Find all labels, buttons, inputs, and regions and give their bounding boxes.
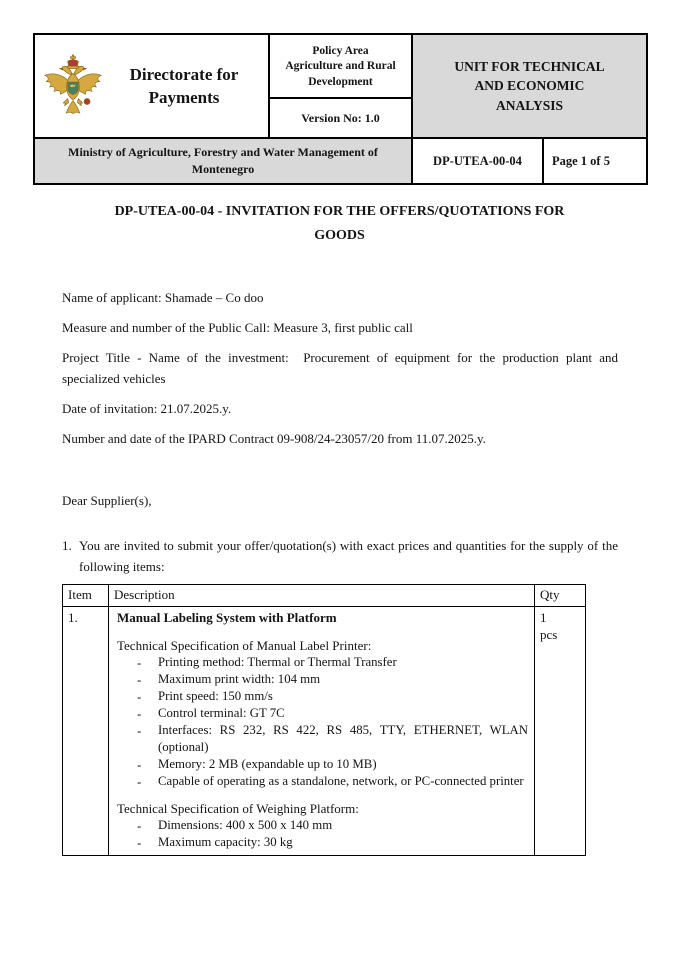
org-name-line2: Payments	[148, 88, 220, 107]
spacer	[117, 790, 530, 800]
policy-area-line2: Agriculture and Rural	[285, 60, 396, 73]
unit-name-line3: ANALYSIS	[495, 97, 564, 113]
bullet-text: Control terminal: GT 7C	[158, 706, 285, 720]
version-label: Version No: 1.0	[301, 110, 380, 125]
bullet-dash: -	[137, 723, 142, 738]
applicant-field: Name of applicant: Shamade – Co doo	[62, 290, 264, 305]
column-header-qty: Qty	[535, 585, 586, 607]
spec-bullet	[117, 671, 530, 688]
bullet-text: Capable of operating as a standalone, network, or PC-connected printer	[158, 774, 524, 788]
page-number-cell: Page 1 of 5	[544, 137, 646, 183]
bullet-dash: -	[137, 672, 142, 687]
doc-code-cell: DP-UTEA-00-04	[413, 137, 544, 183]
qty-value: 1	[540, 610, 547, 625]
bullet-text: Dimensions: 400 x 500 x 140 mm	[158, 818, 333, 832]
spacer	[117, 627, 530, 637]
policy-area-line1: Policy Area	[312, 44, 369, 57]
bullet-dash: -	[137, 835, 142, 850]
spec-bullet	[117, 705, 530, 722]
item-title: Manual Labeling System with Platform	[117, 610, 337, 625]
item-number-cell: 1.	[63, 607, 109, 856]
document-title	[0, 200, 679, 248]
bullet-text: Maximum capacity: 30 kg	[158, 835, 293, 849]
column-header-description: Description	[109, 585, 535, 607]
bullet-text: Print speed: 150 mm/s	[158, 689, 273, 703]
spec-bullet	[117, 654, 530, 671]
bullet-dash: -	[137, 774, 142, 789]
unit-name-line1: UNIT FOR TECHNICAL	[454, 58, 605, 74]
spec-heading-platform: Technical Specification of Weighing Platform:	[117, 801, 359, 816]
spec-bullet	[117, 834, 530, 851]
document-title-line1: DP-UTEA-00-04 - INVITATION FOR THE OFFERS/QUOTATIONS FOR	[114, 204, 565, 219]
column-header-item: Item	[63, 585, 109, 607]
document-title-line2: GOODS	[314, 228, 365, 243]
invitation-list-item	[62, 535, 618, 577]
contract-number-field: Number and date of the IPARD Contract 09-908/24-23057/20 from 11.07.2025.y.	[62, 431, 486, 446]
bullet-text: Maximum print width: 104 mm	[158, 672, 321, 686]
items-table	[62, 584, 586, 856]
bullet-dash: -	[137, 757, 142, 772]
ministry-cell	[35, 137, 413, 183]
bullet-text: Interfaces: RS 232, RS 422, RS 485, TTY, ETHERNET, WLAN (optional)	[158, 723, 528, 754]
measure-field: Measure and number of the Public Call: Measure 3, first public call	[62, 320, 413, 335]
policy-area-line3: Development	[308, 75, 373, 88]
spec-heading-printer: Technical Specification of Manual Label Printer:	[117, 638, 372, 653]
unit-name-cell	[413, 35, 646, 137]
bullet-text: Memory: 2 MB (expandable up to 10 MB)	[158, 757, 377, 771]
ministry-line1: Ministry of Agriculture, Forestry and Water Management of	[68, 145, 378, 159]
bullet-text: Printing method: Thermal or Thermal Transfer	[158, 655, 397, 669]
montenegro-coat-of-arms-icon	[42, 54, 104, 118]
invitation-date-field: Date of invitation: 21.07.2025.y.	[62, 401, 232, 416]
spec-bullet	[117, 722, 530, 756]
project-title-field: Project Title - Name of the investment: Procurement of equipment for the production plant and specialized vehicles	[62, 350, 618, 386]
header-policy-version-cell	[270, 35, 413, 137]
spec-bullet	[117, 688, 530, 705]
ministry-line2: Montenegro	[191, 162, 255, 176]
spec-bullet	[117, 817, 530, 834]
qty-unit: pcs	[540, 627, 558, 642]
list-text: You are invited to submit your offer/quotation(s) with exact prices and quantities for the supply of the following items:	[79, 538, 618, 574]
bullet-dash: -	[137, 689, 142, 704]
table-row	[63, 607, 586, 856]
org-name-line1: Directorate for	[129, 65, 239, 84]
bullet-dash: -	[137, 655, 142, 670]
header-org-cell	[35, 35, 270, 137]
unit-name-line2: AND ECONOMIC	[474, 78, 585, 94]
salutation: Dear Supplier(s),	[62, 493, 152, 508]
policy-area-label	[270, 35, 411, 99]
list-number: 1.	[62, 538, 72, 553]
item-description-cell	[109, 607, 535, 856]
bullet-dash: -	[137, 818, 142, 833]
org-name	[104, 63, 268, 109]
items-table-header-row	[63, 585, 586, 607]
spec-bullet	[117, 756, 530, 773]
item-qty-cell	[535, 607, 586, 856]
document-body	[62, 287, 618, 856]
document-header-table	[33, 33, 648, 185]
spec-bullet	[117, 773, 530, 790]
bullet-dash: -	[137, 706, 142, 721]
